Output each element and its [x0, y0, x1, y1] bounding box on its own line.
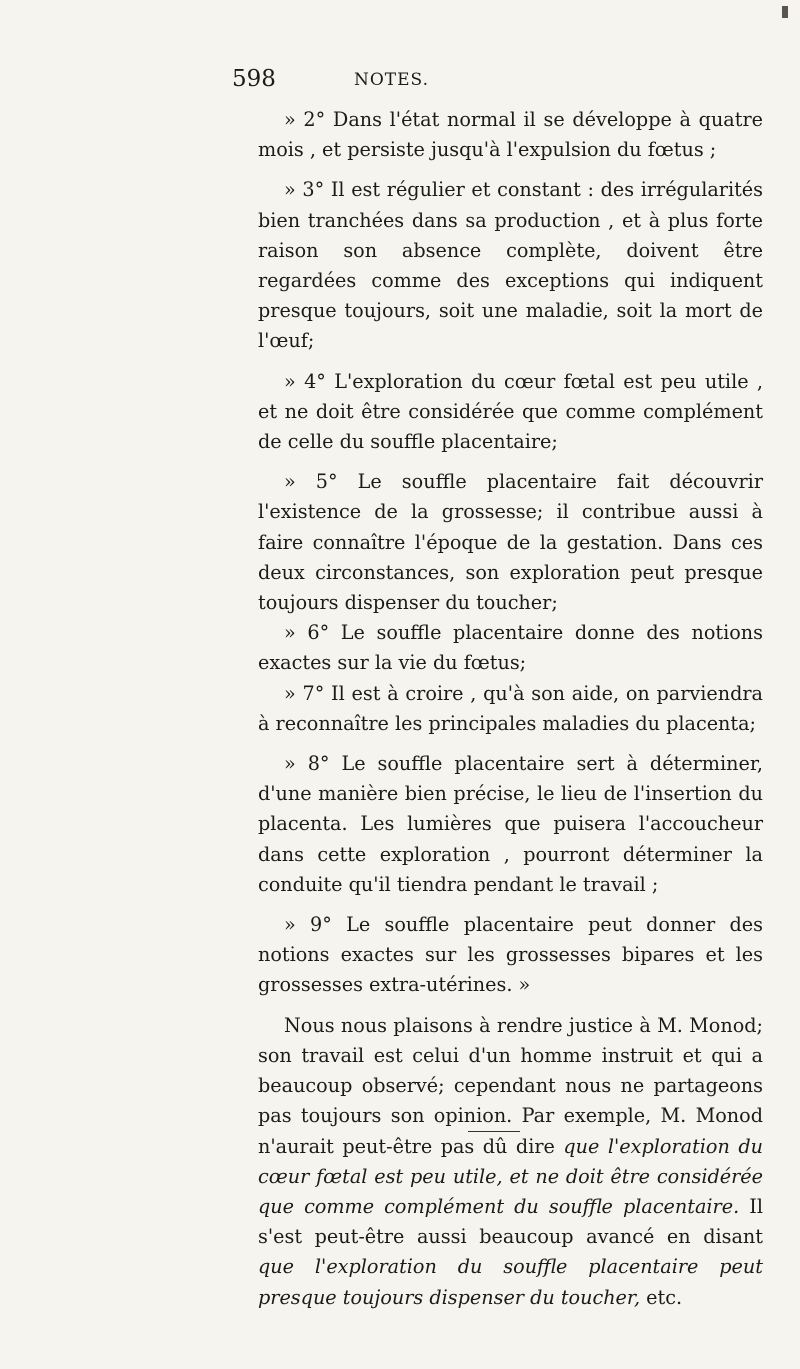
- commentary-quote-2: que l'exploration du souffle placentaire peut presque toujours dispenser du toucher,: [258, 1255, 763, 1309]
- paragraph-point-7: » 7° Il est à croire , qu'à son aide, on parviendra à reconnaître les principales maladies du placenta;: [258, 681, 763, 735]
- paragraph-point-4: » 4° L'exploration du cœur fœtal est peu utile , et ne doit être considérée que comme complément de celle du souffle placentaire;: [258, 369, 763, 454]
- paragraph-point-5: » 5° Le souffle placentaire fait découvrir l'existence de la grossesse; il contribue aussi à faire connaître l'époque de la gestation. Dans ces deux circonstances, son exploration peut presque toujours dispenser du toucher;: [258, 470, 763, 615]
- page-edge-mark: [782, 6, 788, 18]
- page-number: 598: [232, 66, 276, 92]
- commentary-quote-1: que l'exploration du cœur fœtal est peu utile, et ne doit être considérée que comme complément du souffle placentaire.: [258, 1134, 763, 1218]
- paragraph-point-9: » 9° Le souffle placentaire peut donner des notions exactes sur les grossesses bipares et les grossesses extra-utérines. »: [258, 913, 763, 997]
- paragraph-point-8: » 8° Le souffle placentaire sert à déterminer, d'une manière bien précise, le lieu de l'insertion du placenta. Les lumières que puisera l'accoucheur dans cette exploration , pourront déterminer la conduite qu'il tiendra pendant le travail ;: [258, 752, 763, 896]
- paragraph-point-3: » 3° Il est régulier et constant : des irrégularités bien tranchées dans sa production , et à plus forte raison son absence complète, doivent être regardées comme des exceptions qui indiquent presque toujours, soit une maladie, soit la mort de l'œuf;: [258, 178, 763, 353]
- commentary-intro: Nous nous plaisons à rendre justice à M. Monod; son travail est celui d'un homme instruit et qui a beaucoup observé; cependant nous ne partageons pas toujours son opinion. Par exemple, M. Monod n'aurait peut-être pas dû dire: [258, 1013, 763, 1158]
- end-rule: [468, 1131, 520, 1132]
- commentary-middle: Il s'est peut-être aussi beaucoup avancé en disant: [258, 1194, 763, 1249]
- running-title: NOTES.: [354, 70, 430, 90]
- commentary-end: etc.: [646, 1285, 683, 1309]
- paragraph-commentary: [258, 1011, 763, 1313]
- paragraph-point-2: » 2° Dans l'état normal il se développe à quatre mois , et persiste jusqu'à l'expulsion du fœtus ;: [258, 108, 763, 162]
- paragraph-point-6: » 6° Le souffle placentaire donne des notions exactes sur la vie du fœtus;: [258, 621, 763, 675]
